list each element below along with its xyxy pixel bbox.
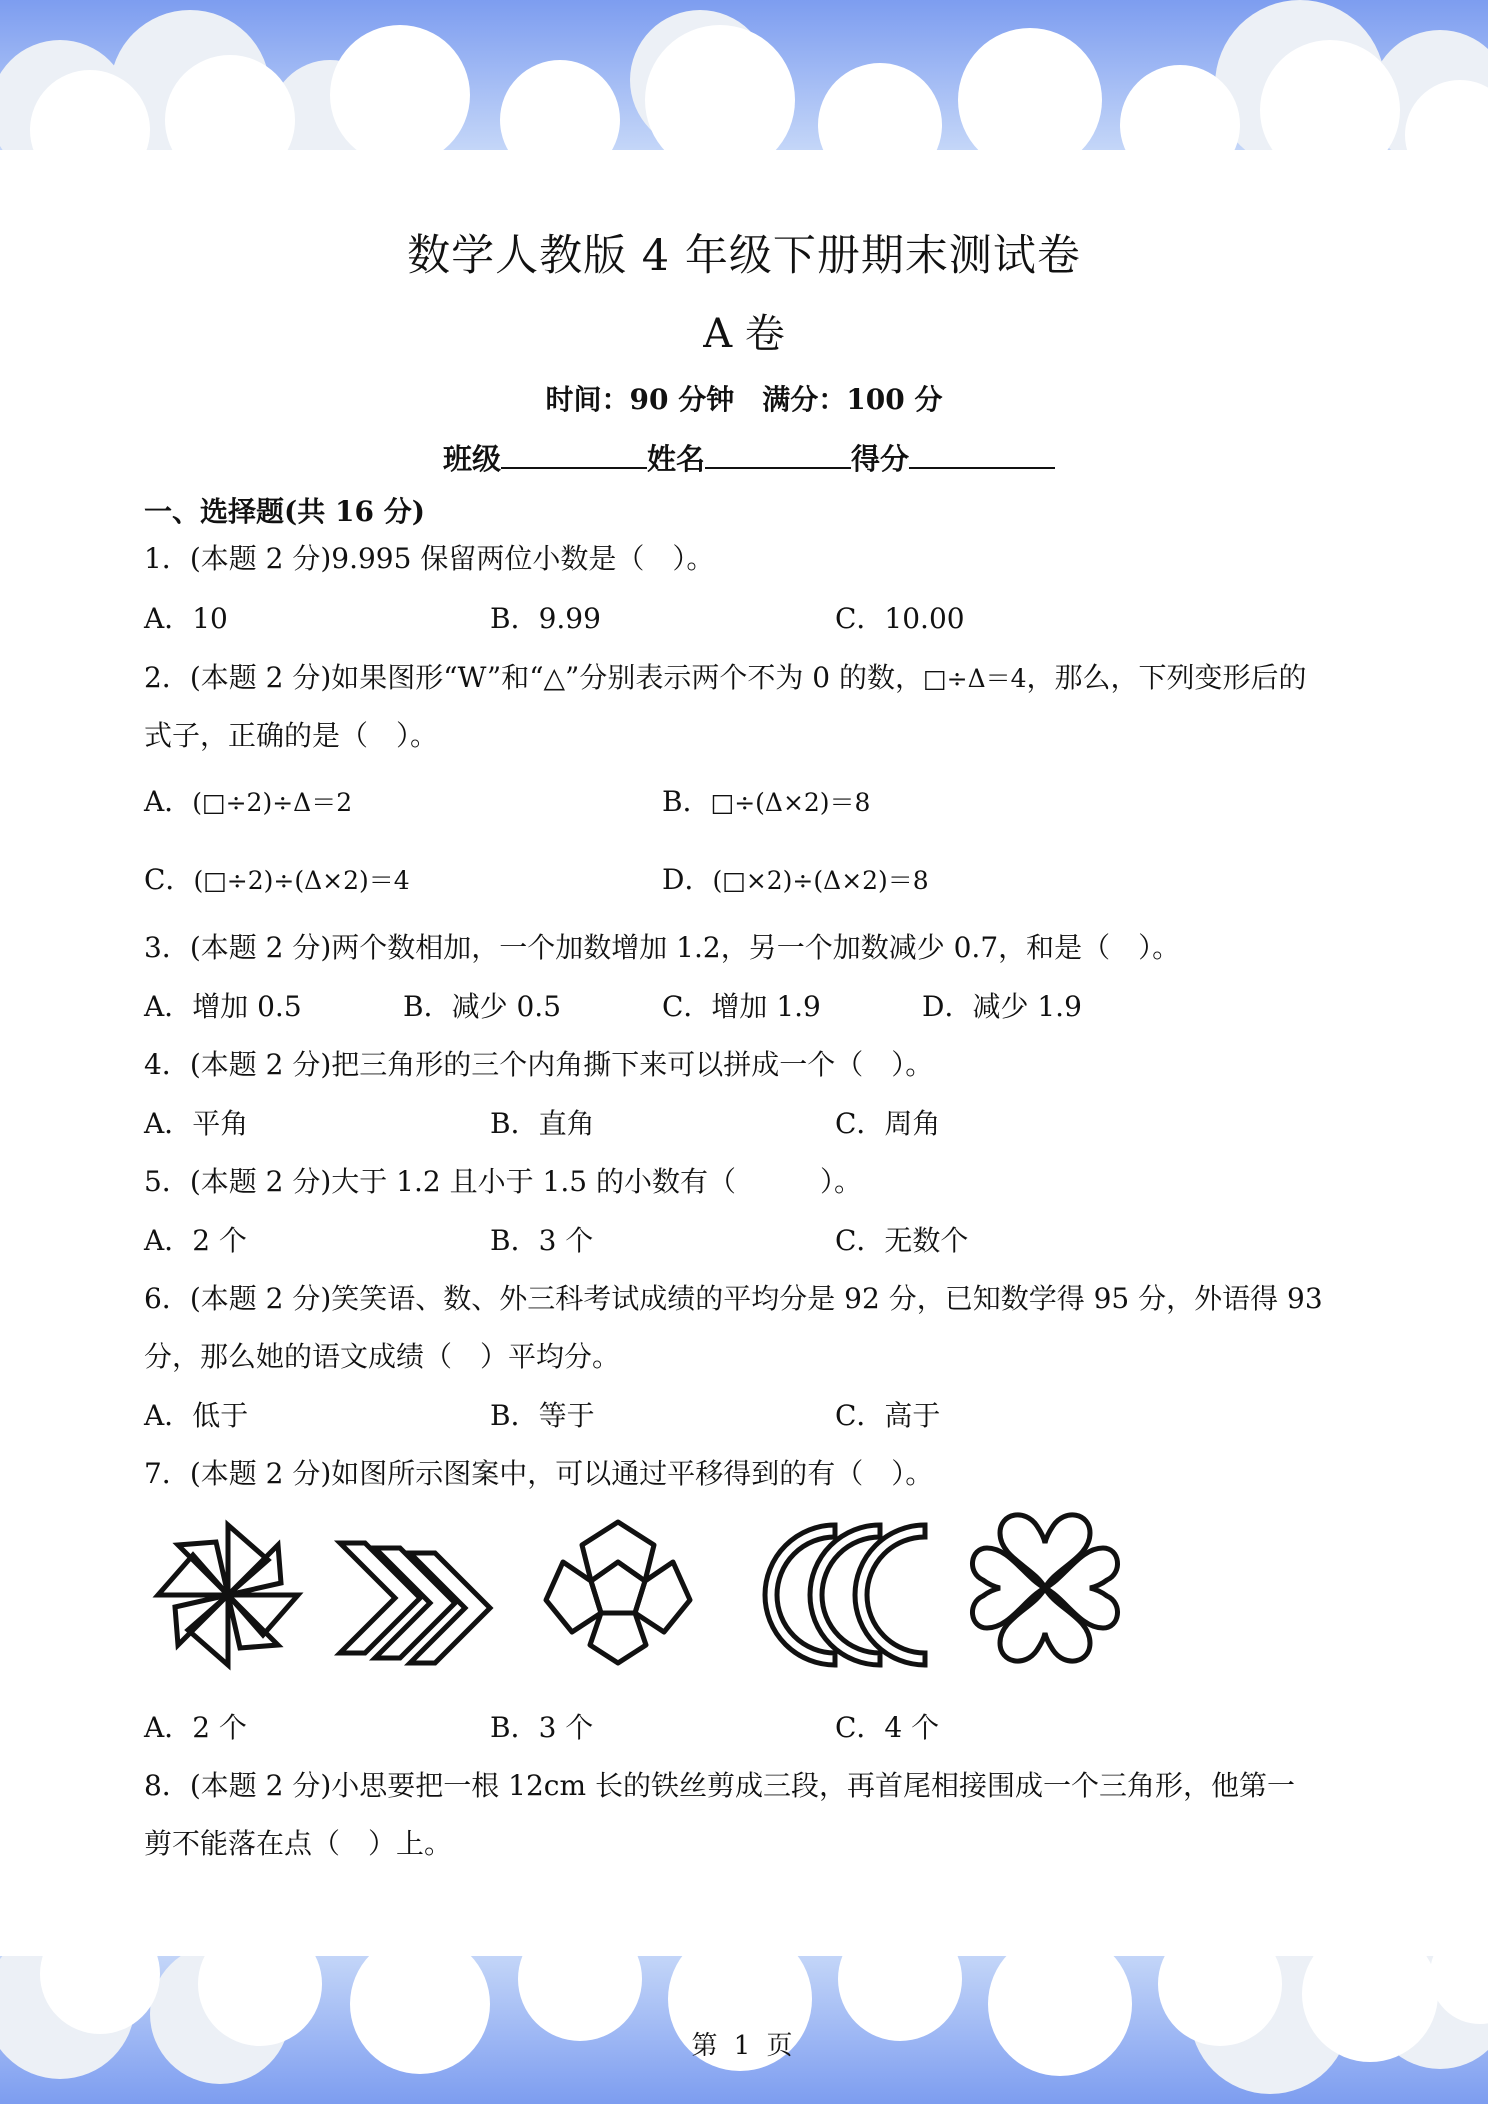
score-label: 得分 xyxy=(851,442,910,476)
q2-option-c xyxy=(144,858,410,898)
q2-formula: □÷Δ＝4 xyxy=(923,664,1027,693)
question-3: 3．(本题 2 分)两个数相加，一个加数增加 1.2，另一个加数减少 0.7，和是（ ）。 xyxy=(144,931,1181,964)
pinwheel-figure xyxy=(158,1525,298,1665)
class-blank[interactable] xyxy=(501,441,647,469)
crescents-figure xyxy=(765,1525,925,1665)
page-title: 数学人教版 4 年级下册期末测试卷 xyxy=(407,231,1081,281)
question-1: 1．(本题 2 分)9.995 保留两位小数是（ ）。 xyxy=(144,542,715,575)
bottom-cloud-banner xyxy=(0,1944,1488,2104)
q2-text-suffix: ，那么，下列变形后的 xyxy=(1026,661,1307,694)
q7-option-c: C．4 个 xyxy=(835,1711,940,1744)
student-info-fields xyxy=(443,437,1055,478)
q2-option-a xyxy=(144,780,352,820)
q7-option-a: A．2 个 xyxy=(144,1711,247,1744)
chevrons-figure xyxy=(340,1543,490,1663)
pentagon-flower-figure xyxy=(546,1522,690,1663)
q2-option-b-label: B． xyxy=(662,785,711,818)
q2-option-d xyxy=(662,858,929,898)
q3-option-d: D．减少 1.9 xyxy=(922,990,1082,1023)
q3-option-a: A．增加 0.5 xyxy=(144,990,302,1023)
section-heading: 一、选择题(共 16 分) xyxy=(144,495,425,528)
q3-option-b: B．减少 0.5 xyxy=(403,990,562,1023)
q1-option-c: C．10.00 xyxy=(835,602,965,635)
page-number: 第 1 页 xyxy=(691,2031,797,2061)
q1-option-b: B．9.99 xyxy=(490,602,601,635)
q2-option-c-formula: (□÷2)÷(Δ×2)＝4 xyxy=(193,866,410,895)
class-label: 班级 xyxy=(443,442,502,476)
question-5: 5．(本题 2 分)大于 1.2 且小于 1.5 的小数有（ ）。 xyxy=(144,1165,862,1198)
name-label: 姓名 xyxy=(647,442,706,476)
q6-option-c: C．高于 xyxy=(835,1399,941,1432)
q2-option-b xyxy=(662,780,870,820)
q5-option-b: B．3 个 xyxy=(490,1224,594,1257)
q6-option-b: B．等于 xyxy=(490,1399,595,1432)
q6-option-a: A．低于 xyxy=(144,1399,249,1432)
q2-option-a-label: A． xyxy=(144,785,193,818)
question-2-line-2: 式子，正确的是（ ）。 xyxy=(144,719,439,752)
question-6-line-1: 6．(本题 2 分)笑笑语、数、外三科考试成绩的平均分是 92 分，已知数学得 95 分，外语得 93 xyxy=(144,1282,1323,1315)
q4-option-c: C．周角 xyxy=(835,1107,941,1140)
q2-option-c-label: C． xyxy=(144,863,194,896)
q5-option-a: A．2 个 xyxy=(144,1224,247,1257)
name-blank[interactable] xyxy=(705,441,851,469)
q7-option-b: B．3 个 xyxy=(490,1711,594,1744)
bottom-clouds-illustration xyxy=(0,1944,1488,2104)
exam-meta: 时间：90 分钟 满分：100 分 xyxy=(545,383,943,416)
top-clouds-illustration xyxy=(0,0,1488,160)
q2-option-a-formula: (□÷2)÷Δ＝2 xyxy=(192,788,353,817)
q2-text-prefix: 2．(本题 2 分)如果图形“W”和“△”分别表示两个不为 0 的数， xyxy=(144,661,923,694)
question-4: 4．(本题 2 分)把三角形的三个内角撕下来可以拼成一个（ ）。 xyxy=(144,1048,934,1081)
q5-option-c: C．无数个 xyxy=(835,1224,969,1257)
q1-option-a: A．10 xyxy=(144,602,228,635)
question-7: 7．(本题 2 分)如图所示图案中，可以通过平移得到的有（ ）。 xyxy=(144,1457,934,1490)
question-8-line-1: 8．(本题 2 分)小思要把一根 12cm 长的铁丝剪成三段，再首尾相接围成一个三角形，他第一 xyxy=(144,1769,1295,1802)
q7-figures xyxy=(140,1510,1140,1679)
q4-option-b: B．直角 xyxy=(490,1107,595,1140)
q2-option-d-formula: (□×2)÷(Δ×2)＝8 xyxy=(712,866,929,895)
question-6-line-2: 分，那么她的语文成绩（ ）平均分。 xyxy=(144,1340,621,1373)
heart-clover-figure xyxy=(972,1515,1117,1661)
top-cloud-banner xyxy=(0,0,1488,160)
q4-option-a: A．平角 xyxy=(144,1107,249,1140)
score-blank[interactable] xyxy=(909,441,1055,469)
q2-option-d-label: D． xyxy=(662,863,713,896)
question-2-line-1 xyxy=(144,656,1307,696)
q2-option-b-formula: □÷(Δ×2)＝8 xyxy=(710,788,871,817)
q3-option-c: C．增加 1.9 xyxy=(662,990,821,1023)
question-8-line-2: 剪不能落在点（ ）上。 xyxy=(144,1827,453,1860)
paper-version: A 卷 xyxy=(703,311,785,357)
